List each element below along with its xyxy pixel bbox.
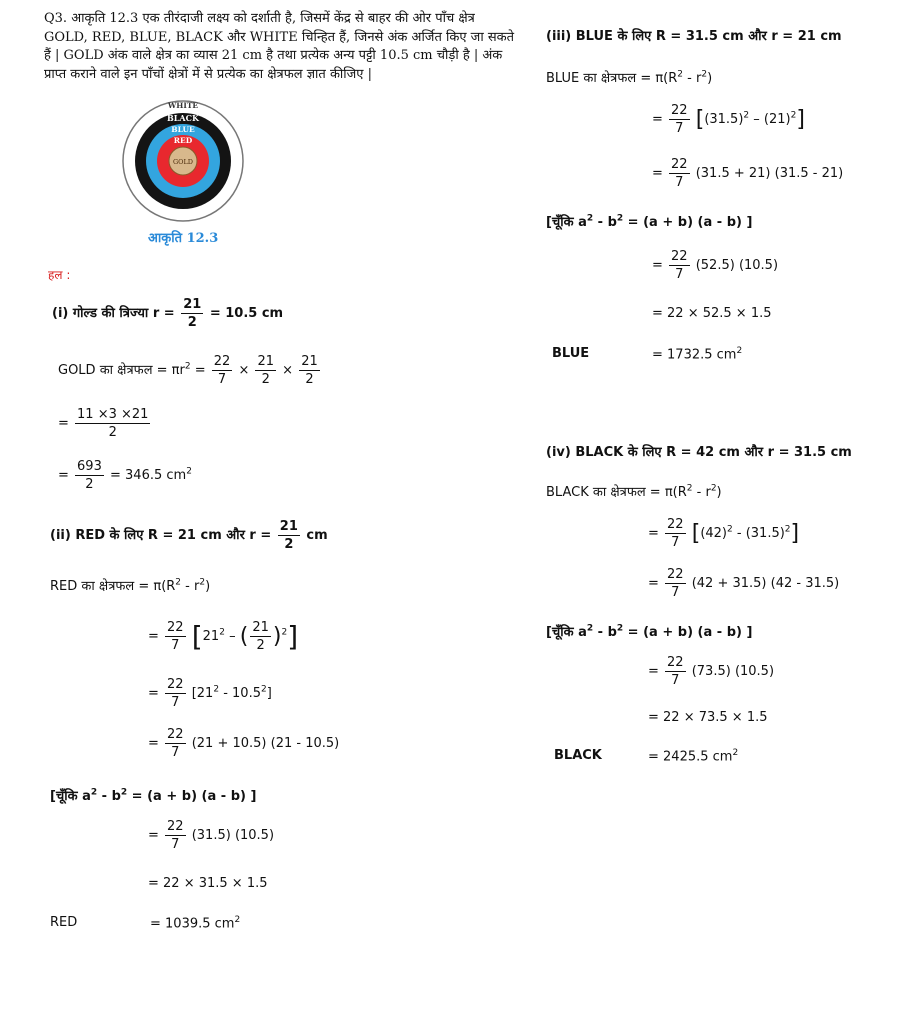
- blue-step1: = $\frac{22}{7}$ $[(31.5)^2 - (21)^2]$: [652, 103, 805, 136]
- target-figure: [120, 98, 246, 224]
- formula-text: (52.5) (10.5): [695, 258, 779, 273]
- frac-num: 21: [301, 354, 318, 369]
- frac-den: 7: [671, 535, 680, 550]
- red-label: RED: [50, 915, 78, 930]
- blue-step4: = 22 × 52.5 × 1.5: [652, 306, 772, 321]
- red-heading: (ii) RED के लिए R = 21 cm और r =: [50, 528, 272, 543]
- formula-text: (73.5) (10.5): [691, 664, 775, 679]
- fraction: [165, 678, 186, 709]
- fraction: [665, 568, 686, 599]
- exponent: 2: [743, 110, 750, 121]
- gold-result: = 346.5 cm: [110, 468, 187, 483]
- frac-num: 22: [213, 354, 231, 369]
- frac-num: 21: [183, 297, 202, 312]
- exponent: 2: [184, 361, 191, 372]
- formula-text: ): [716, 485, 722, 500]
- red-result: = 1039.5 cm: [150, 916, 235, 932]
- frac-num: 11 ×3 ×21: [77, 407, 149, 422]
- formula-text: - b: [593, 625, 617, 640]
- value: 21: [202, 629, 220, 644]
- formula-text: (21 + 10.5) (21 - 10.5): [191, 736, 340, 751]
- value: (42): [700, 526, 727, 541]
- value: (21): [763, 112, 791, 127]
- ring-label-gold: GOLD: [172, 158, 194, 166]
- exponent: 2: [616, 623, 624, 634]
- value: (31.5): [704, 112, 744, 127]
- frac-den: 2: [284, 537, 294, 552]
- black-step3: = $\frac{22}{7}$ (73.5) (10.5): [648, 655, 775, 688]
- exponent: 2: [260, 684, 267, 695]
- gold-step3: = $\frac{693}{2}$ = 346.5 $cm^2$: [58, 459, 192, 492]
- unit: cm: [306, 528, 328, 543]
- exponent: 2: [219, 627, 225, 638]
- exponent: 2: [732, 748, 739, 758]
- frac-den: 2: [261, 372, 270, 387]
- frac-num: 22: [167, 620, 184, 635]
- frac-num: 21: [279, 519, 298, 534]
- formula-text: = (a + b) (a - b) ]: [623, 625, 753, 640]
- frac-num: 22: [667, 567, 684, 582]
- black-identity: [546, 622, 752, 640]
- formula-text: - r: [683, 71, 702, 86]
- fraction: [75, 460, 104, 491]
- blue-identity: [546, 212, 752, 230]
- ring-label-red: RED: [173, 136, 193, 145]
- exponent: 2: [727, 524, 733, 535]
- frac-den: 7: [171, 695, 180, 710]
- fraction: [75, 408, 150, 439]
- formula-text: - b: [593, 215, 617, 230]
- blue-step3: = $\frac{22}{7}$ (52.5) (10.5): [652, 249, 779, 282]
- frac-num: 21: [257, 354, 275, 369]
- formula-text: (31.5 + 21) (31.5 - 21): [695, 166, 844, 181]
- exponent: 2: [784, 524, 791, 535]
- frac-den: 7: [671, 585, 680, 600]
- red-step1: = $\frac{22}{7}$ [$21^2$ – ( $\frac{21}{2}$ )$^2$]: [148, 620, 299, 653]
- frac-den: 7: [171, 837, 180, 852]
- red-step2: = $\frac{22}{7}$ $[21^2 - 10.5^2]$: [148, 677, 272, 710]
- exponent: 2: [701, 69, 708, 80]
- formula-text: (42 + 31.5) (42 - 31.5): [691, 576, 840, 591]
- frac-num: 22: [167, 819, 184, 834]
- frac-den: 2: [108, 425, 117, 440]
- exponent: 2: [213, 684, 220, 695]
- exponent: 2: [281, 627, 288, 638]
- formula-text: ]: [266, 686, 272, 701]
- formula-text: - r: [181, 579, 200, 594]
- exponent: 2: [199, 577, 206, 588]
- exponent: 2: [616, 213, 624, 224]
- fraction: [665, 656, 686, 687]
- ring-label-black: BLACK: [167, 113, 199, 123]
- ring-label-blue: BLUE: [171, 125, 195, 134]
- formula-text: [21: [191, 686, 214, 701]
- fraction: [278, 520, 300, 551]
- exponent: 2: [686, 483, 693, 494]
- black-area-formula: [546, 482, 722, 500]
- red-step5: = 22 × 31.5 × 1.5: [148, 876, 268, 891]
- frac-num: 693: [77, 459, 102, 474]
- frac-den: 7: [675, 121, 684, 136]
- exponent: 2: [186, 466, 192, 477]
- exponent: 2: [90, 787, 98, 798]
- black-heading: (iv) BLACK के लिए R = 42 cm और r = 31.5 cm: [546, 445, 852, 460]
- fraction: [669, 250, 690, 281]
- frac-den: 7: [171, 745, 180, 760]
- formula-text: BLACK का क्षेत्रफल = π(R: [546, 485, 687, 500]
- fraction: [669, 158, 690, 189]
- red-step4: = $\frac{22}{7}$ (31.5) (10.5): [148, 819, 275, 852]
- exponent: 2: [790, 110, 797, 121]
- gold-heading-suffix: = 10.5 cm: [209, 306, 284, 321]
- gold-radius-line: [52, 298, 283, 329]
- formula-text: ): [205, 579, 211, 594]
- red-result-line: [150, 915, 240, 931]
- gold-heading-prefix: (i) गोल्ड की त्रिज्या r =: [52, 306, 175, 321]
- frac-num: 21: [252, 620, 269, 635]
- formula-text: (31.5) (10.5): [191, 828, 275, 843]
- frac-num: 22: [167, 677, 184, 692]
- exponent: 2: [586, 623, 594, 634]
- frac-den: 7: [675, 175, 684, 190]
- frac-num: 22: [671, 103, 688, 118]
- frac-den: 7: [217, 372, 227, 387]
- formula-text: - r: [692, 485, 711, 500]
- fraction: [250, 621, 271, 652]
- black-step4: = 22 × 73.5 × 1.5: [648, 710, 768, 725]
- black-step2: = $\frac{22}{7}$ (42 + 31.5) (42 - 31.5): [648, 567, 840, 600]
- red-heading-line: [50, 520, 328, 551]
- formula-text: [चूँकि a: [546, 215, 587, 230]
- fraction: [665, 518, 686, 549]
- fraction: [255, 355, 276, 386]
- frac-den: 2: [85, 477, 94, 492]
- blue-step2: = $\frac{22}{7}$ (31.5 + 21) (31.5 - 21): [652, 157, 844, 190]
- formula-text: [चूँकि a: [50, 789, 91, 804]
- frac-num: 22: [667, 655, 684, 670]
- fraction: [165, 728, 186, 759]
- archery-target-diagram: [120, 98, 246, 224]
- exponent: 2: [175, 577, 182, 588]
- frac-den: 7: [671, 673, 680, 688]
- frac-den: 7: [675, 267, 684, 282]
- formula-text: - 10.5: [219, 686, 261, 701]
- blue-label: BLUE: [552, 346, 590, 361]
- exponent: 2: [234, 915, 241, 925]
- formula-text: ): [707, 71, 713, 86]
- black-result-line: [648, 748, 738, 764]
- frac-num: 22: [671, 249, 688, 264]
- black-result: = 2425.5 cm: [648, 749, 733, 765]
- frac-num: 22: [667, 517, 684, 532]
- fraction: [669, 104, 690, 135]
- gold-step2: = $\frac{11 \times 3 \times 21}{2}$: [58, 407, 149, 440]
- black-label: BLACK: [554, 748, 602, 763]
- blue-result: = 1732.5 cm: [652, 347, 737, 363]
- red-identity: [50, 786, 256, 804]
- frac-num: 22: [167, 727, 184, 742]
- exponent: 2: [710, 483, 717, 494]
- red-area-formula: [50, 576, 210, 594]
- red-step3: = $\frac{22}{7}$ (21 + 10.5) (21 - 10.5): [148, 727, 340, 760]
- question-text: Q3. आकृति 12.3 एक तीरंदाजी लक्ष्य को दर्शाती है, जिसमें केंद्र से बाहर की ओर पाँच क्षेत्र GOLD, RED, BLUE, BLACK और WHITE चिन्हित हैं, जिनसे अंक अर्जित किए जा सकते हैं | GOLD अंक वाले क्षेत्र का व्यास 21 cm है तथा प्रत्येक अन्य पट्टी 10.5 cm चौड़ी है | अंक प्राप्त कराने वाले इन पाँचों क्षेत्रों में से प्रत्येक का क्षेत्रफल ज्ञात कीजिए |: [44, 11, 515, 82]
- fraction: [299, 355, 320, 386]
- formula-text: = (a + b) (a - b) ]: [127, 789, 257, 804]
- blue-result-line: [652, 346, 742, 362]
- figure-caption: आकृति 12.3: [148, 231, 219, 246]
- ring-label-white: WHITE: [167, 101, 199, 110]
- formula-text: - b: [97, 789, 121, 804]
- exponent: 2: [677, 69, 684, 80]
- gold-radius-fraction: [181, 298, 203, 329]
- blue-area-formula: [546, 68, 712, 86]
- fraction: [165, 820, 186, 851]
- frac-num: 22: [671, 157, 688, 172]
- value: (31.5): [745, 526, 785, 541]
- formula-text: [चूँकि a: [546, 625, 587, 640]
- fraction: [212, 355, 233, 386]
- frac-den: 7: [171, 638, 180, 653]
- frac-den: 2: [187, 315, 197, 330]
- formula-text: BLUE का क्षेत्रफल = π(R: [546, 71, 678, 86]
- exponent: 2: [736, 346, 743, 356]
- formula-text: RED का क्षेत्रफल = π(R: [50, 579, 176, 594]
- frac-den: 2: [305, 372, 314, 387]
- fraction: [165, 621, 186, 652]
- gold-area-line: GOLD का क्षेत्रफल = $\pi r^2$ = $\frac{22}{7}$ × $\frac{21}{2}$ × $\frac{21}{2}$: [58, 354, 318, 387]
- black-step1: = $\frac{22}{7}$ $[(42)^2 - (31.5)^2]$: [648, 517, 800, 550]
- exponent: 2: [120, 787, 128, 798]
- blue-heading: (iii) BLUE के लिए R = 31.5 cm और r = 21 cm: [546, 29, 842, 44]
- solution-label: हल :: [48, 268, 71, 282]
- frac-den: 2: [256, 638, 265, 653]
- gold-area-prefix: GOLD का क्षेत्रफल = πr: [58, 363, 185, 378]
- formula-text: = (a + b) (a - b) ]: [623, 215, 753, 230]
- exponent: 2: [586, 213, 594, 224]
